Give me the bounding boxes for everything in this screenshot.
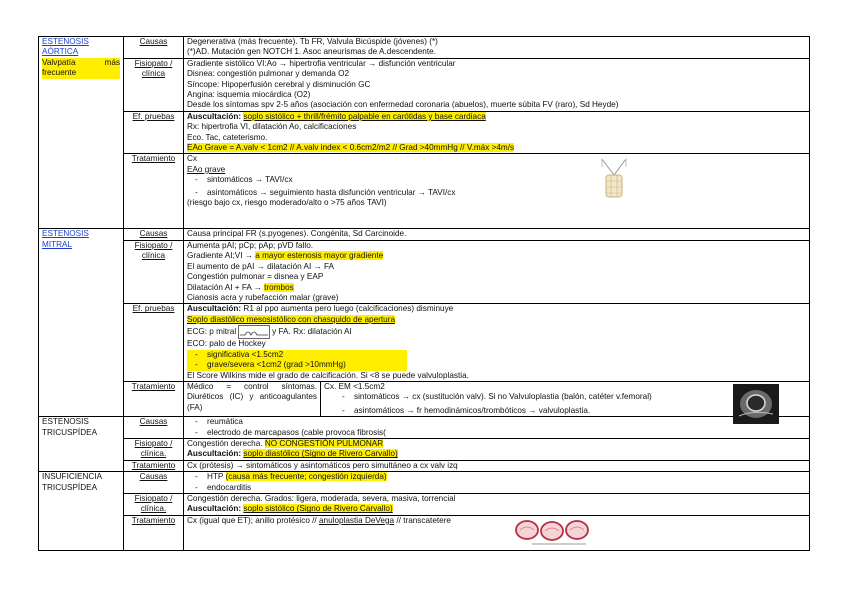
section-mitral-stenosis <box>39 229 124 417</box>
causa-bullet: - endocarditis <box>187 483 806 493</box>
causas-cell <box>184 417 810 439</box>
ausc-text: soplo sistólico (Signo de Rivero Carvallo) <box>243 504 393 514</box>
table-row <box>39 111 810 154</box>
ef-cell <box>184 304 810 382</box>
eco-bullet: - grave/severa <1cm2 (grad >10mmHg) <box>187 360 407 370</box>
causas-cell <box>184 229 810 240</box>
soplo-text: Soplo diastólico mesosistólico con chasquido de apertura <box>187 314 395 324</box>
table-row <box>39 472 810 494</box>
trat-line: (riesgo bajo cx, riesgo moderado/alto o >75 años TAVI) <box>187 198 387 208</box>
table-row <box>39 304 810 382</box>
ausc-label: Auscultación: <box>187 504 242 514</box>
row-label-ef: Ef. pruebas <box>124 111 184 154</box>
fisio-highlight: NO CONGESTIÓN PULMONAR <box>264 438 384 448</box>
row-label-trat: Tratamiento <box>124 154 184 229</box>
row-label-causas: Causas <box>124 472 184 494</box>
ausc-label: Auscultación: <box>187 304 242 314</box>
row-label-causas: Causas <box>124 229 184 240</box>
trat-cell <box>184 154 810 229</box>
table-row <box>39 154 810 229</box>
row-label-fisio: Fisiopato / clínica <box>124 58 184 111</box>
fisio-line: Síncope: Hipoperfusión cerebral y disminución GC <box>187 79 371 89</box>
ecg-text: ECG: p mitral <box>187 327 237 337</box>
ausc-text: R1 al ppo aumenta pero luego (calcificaciones) disminuye <box>243 304 454 314</box>
causas-line: (*)AD. Mutación gen NOTCH 1. Asoc aneurismas de A.descendente. <box>187 47 436 57</box>
trat-text: Cx (igual que ET); anillo protésico // <box>187 515 319 525</box>
section-title[interactable]: ESTENOSIS <box>42 229 89 239</box>
ef-cell <box>184 111 810 154</box>
table-row <box>39 417 810 439</box>
causa-bullet: - reumática <box>187 417 806 427</box>
trat-cx-head: Cx. EM <1.5cm2 <box>324 381 385 391</box>
causa-highlight: (causa más frecuente; congestión izquierda) <box>225 472 387 482</box>
table-row <box>39 229 810 240</box>
section-tricuspid-stenosis <box>39 417 124 472</box>
table-row <box>39 460 810 471</box>
fisio-line: Angina: isquemia miocárdica (O2) <box>187 90 311 100</box>
row-label-fisio: Fisiopato / clínica <box>124 240 184 303</box>
ef-line: Rx: hipertrofia VI, dilatación Ao, calcificaciones <box>187 122 357 132</box>
table-row <box>39 438 810 460</box>
section-title[interactable]: ESTENOSIS <box>42 37 89 46</box>
fisio-line: Gradiente sistólico VI:Ao → hipertrofia ventricular → disfunción ventricular <box>187 58 456 68</box>
wilkins-line: El Score Wilkins mide el grado de calcificación. Si <8 se puede valvuloplastia. <box>187 370 469 380</box>
causas-cell <box>184 472 810 494</box>
causas-line: Causa principal FR (s.pyogenes). Congénita, Sd Carcinoide. <box>187 229 407 239</box>
ausc-label: Auscultación: <box>187 111 242 121</box>
row-label-fisio: Fisiopato / clínica. <box>124 438 184 460</box>
ausc-text: soplo diastólico (Signo de Rivero Carvallo) <box>243 449 398 459</box>
fisio-line: Congestión derecha. Grados: ligera, moderada, severa, masiva, torrencial <box>187 493 456 503</box>
eco-line: ECO: palo de Hockey <box>187 339 266 349</box>
trat-bullet: - asintomáticos → seguimiento hasta disfunción ventricular → TAVI/cx <box>187 188 806 198</box>
section-title: INSUFICIENCIA <box>42 472 103 482</box>
ausc-text: soplo sistólico + thrill/frémito palpable en carótidas y base cardiaca <box>243 111 486 121</box>
fisio-line: Disnea: congestión pulmonar y demanda O2 <box>187 69 350 79</box>
causa-text: HTP <box>207 472 226 482</box>
fisio-line: Aumenta pAI; pCp; pAp; pVD fallo. <box>187 240 314 250</box>
fisio-line: Cianosis acra y rubefacción malar (grave) <box>187 292 339 302</box>
trat-bullet: - sintomáticos → TAVI/cx <box>187 175 806 185</box>
fisio-text: Gradiente AI;VI → <box>187 251 256 261</box>
trat-medical: Médico = control síntomas. Diuréticos (IC) y anticoagulantes (FA) <box>184 382 321 416</box>
row-label-trat: Tratamiento <box>124 460 184 471</box>
section-aortic-stenosis <box>39 37 124 229</box>
section-title-2: TRICUSPÍDEA <box>42 482 98 492</box>
row-label-trat: Tratamiento <box>124 381 184 416</box>
ausc-label: Auscultación: <box>187 449 242 459</box>
fisio-cell <box>184 240 810 303</box>
fisio-text: Dilatación AI + FA → <box>187 282 265 292</box>
ecg-p-mitral-icon <box>238 325 270 339</box>
fisio-line: El aumento de pAI → dilatación AI → FA <box>187 261 334 271</box>
trat-cell <box>184 460 810 471</box>
table-row <box>39 58 810 111</box>
trat-underline: anuloplastia DeVega <box>318 515 395 525</box>
trat-line: Cx <box>187 154 198 164</box>
trat-line: Cx (prótesis) → sintomáticos y asintomáticos pero simultáneo a cx valv izq <box>187 460 458 470</box>
trat-text: // transcatetere <box>394 515 451 525</box>
fisio-line: Desde los síntomas spv 2-5 años (asociación con enfermedad coronaria (abuelos), muerte súbita FV (raro), Sd Heyde) <box>187 100 619 110</box>
section-tricuspid-insufficiency <box>39 472 124 551</box>
fisio-text: Congestión derecha. <box>187 438 265 448</box>
row-label-causas: Causas <box>124 37 184 59</box>
table-row <box>39 37 810 59</box>
row-label-trat: Tratamiento <box>124 515 184 550</box>
table-row <box>39 381 810 416</box>
fisio-highlight: trombos <box>264 282 294 292</box>
section-title: ESTENOSIS <box>42 417 89 427</box>
valvulopathy-table <box>38 36 810 551</box>
section-title-2: TRICUSPÍDEA <box>42 427 98 437</box>
trat-line: EAo grave <box>187 164 226 174</box>
trat-bullet: - sintomáticos → cx (sustitución valv). Si no Valvuloplastia (balón, catéter v.femoral) <box>334 392 809 402</box>
section-title-2[interactable]: AÓRTICA <box>42 47 79 57</box>
ecg-text: y FA. Rx: dilatación AI <box>272 327 352 337</box>
ef-line: Eco. Tac, cateterismo. <box>187 132 268 142</box>
section-title-2[interactable]: MITRAL <box>42 239 73 249</box>
row-label-causas: Causas <box>124 417 184 439</box>
fisio-line: Congestión pulmonar = disnea y EAP <box>187 272 324 282</box>
causas-cell <box>184 37 810 59</box>
fisio-cell <box>184 58 810 111</box>
fisio-highlight: a mayor estenosis mayor gradiente <box>255 251 384 261</box>
row-label-fisio: Fisiopato / clínica. <box>124 493 184 515</box>
table-row <box>39 240 810 303</box>
summary-document <box>38 36 810 551</box>
annuloplasty-rings-image <box>514 518 592 546</box>
row-label-ef: Ef. pruebas <box>124 304 184 382</box>
table-row <box>39 493 810 515</box>
trat-bullet: - asintomáticos → fr hemodinámicos/trombóticos → valvuloplastia. <box>334 406 809 416</box>
fisio-cell <box>184 493 810 515</box>
trat-cell <box>184 515 810 550</box>
trat-cell <box>184 381 810 416</box>
grave-criteria: EAo Grave = A.valv < 1cm2 // A.valv index < 0.6cm2/m2 // Grad >40mmHg // V.máx >4m/s <box>187 143 515 153</box>
section-subtitle: Valvpatía más frecuente <box>42 57 120 78</box>
fisio-cell <box>184 438 810 460</box>
causas-line: Degenerativa (más frecuente). Tb FR, Valvula Bicúspide (jóvenes) (*) <box>187 37 438 46</box>
eco-bullet: - significativa <1.5cm2 <box>187 350 407 360</box>
tavi-valve-image <box>599 157 629 201</box>
causa-bullet: - electrodo de marcapasos (cable provoca fibrosis( <box>187 428 806 438</box>
table-row <box>39 515 810 550</box>
